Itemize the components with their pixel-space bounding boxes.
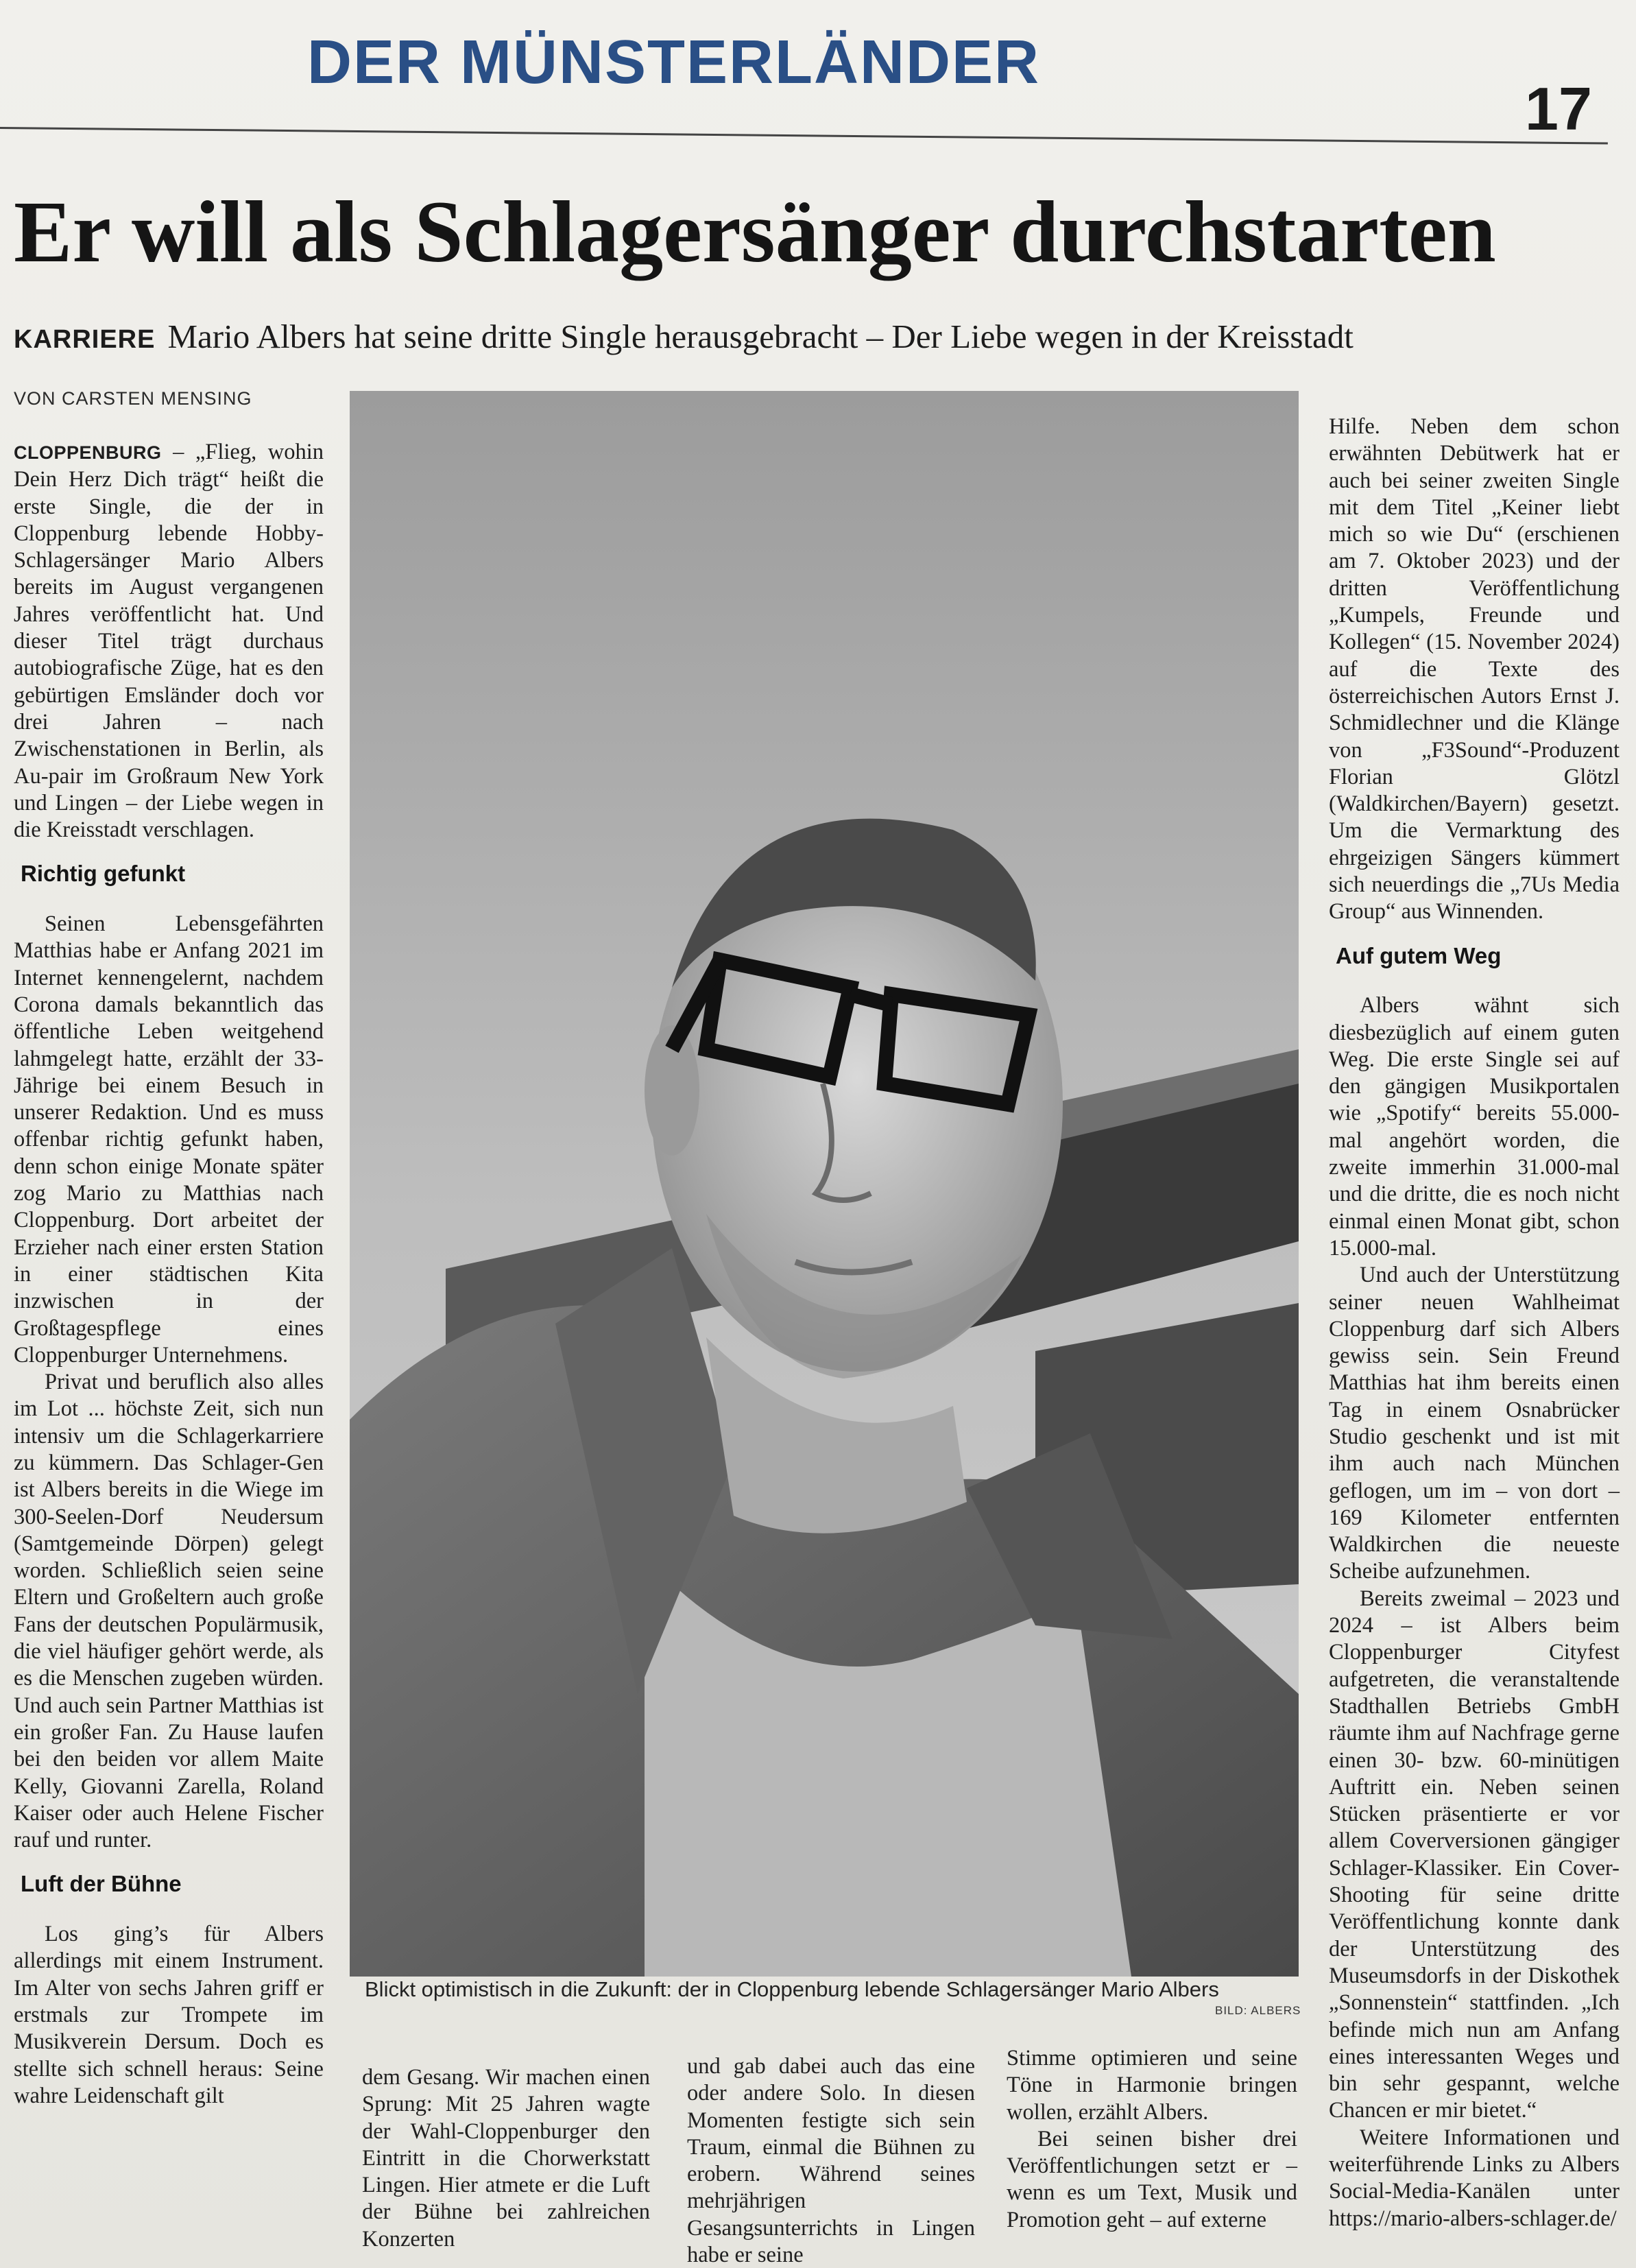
paragraph: Bereits zweimal – 2023 und 2024 – ist Albers beim Cloppenburger Cityfest aufgetreten, die veranstaltende Stadthallen Betriebs GmbH räumte ihm auf Nachfrage gerne einen 30- bzw. 60-minütigen Auftritt ein. Neben seinen Stücken präsentierte er vor allem Coverversionen gängiger Schlager-Klassiker. Ein Cover-Shooting für seine dritte Veröffentlichung konnte dank der Unterstützung des Museumsdorfs in der Diskothek „Sonnenstein“ stattfinden. „Ich befinde mich nun am Anfang eines interessanten Weges und bin sehr gespannt, welche Chancen er mir bietet.“: [1329, 1586, 1620, 2123]
portrait-illustration: [350, 391, 1299, 1977]
paragraph: Weitere Informationen und weiterführende Links zu Albers Social-Media-Kanälen unter https://mario-albers-schlager.de/: [1329, 2125, 1620, 2231]
subheading: Richtig gefunkt: [21, 861, 186, 887]
photo-caption: Blickt optimistisch in die Zukunft: der in Cloppenburg lebende Schlagersänger Mario Albers: [365, 1977, 1219, 2001]
section-masthead: DER MÜNSTERLÄNDER: [307, 28, 1040, 97]
paragraph: [14, 439, 324, 844]
article-column-bottom-4: [1007, 2045, 1297, 2234]
dateline: CLOPPENBURG: [14, 442, 162, 463]
paragraph: dem Gesang. Wir machen einen Sprung: Mit 25 Jahren wagte der Wahl-Cloppenburger den Eintritt in die Chorwerkstatt Lingen. Hier atmete er die Luft der Bühne bei zahlreichen Konzerten: [362, 2065, 650, 2252]
byline: VON CARSTEN MENSING: [14, 388, 252, 409]
paragraph-text: – „Flieg, wohin Dein Herz Dich trägt“ heißt die erste Single, die der in Cloppenburg lebende Hobby-Schlagersänger Mario Albers bereits im August vergangenen Jahres veröffentlicht hat. Und dieser Titel trägt durchaus autobiografische Züge, hat es den gebürtigen Emsländer doch vor drei Jahren – nach Zwischenstationen in Berlin, als Au-pair im Großraum New York und Lingen – der Liebe wegen in die Kreisstadt verschlagen.: [14, 440, 324, 843]
article-subheadline: [14, 317, 1591, 357]
paragraph: Und auch der Unterstützung seiner neuen Wahlheimat Cloppenburg darf sich Albers gewiss sein. Sein Freund Matthias hat ihm bereits einen Tag in einem Osnabrücker Studio geschenkt und ist mit ihm auch nach München geflogen, um im – von dort – 169 Kilometer entfernten Waldkirchen die neueste Scheibe aufzunehmen.: [1329, 1263, 1620, 1584]
paragraph: Seinen Lebensgefährten Matthias habe er Anfang 2021 im Internet kennengelernt, nachdem Corona damals bekanntlich das öffentliche Leben weitgehend lahmgelegt hatte, erzählt der 33-Jährige bei einem Besuch in unserer Redaktion. Und es muss offenbar richtig gefunkt haben, denn schon einige Monate später zog Mario zu Matthias nach Cloppenburg. Dort arbeitet der Erzieher nach einer ersten Station in einer städtischen Kita inzwischen in der Großtagespflege eines Cloppenburger Unternehmens.: [14, 911, 324, 1368]
article-headline: Er will als Schlagersänger durchstarten: [14, 183, 1496, 280]
paragraph: Hilfe. Neben dem schon erwähnten Debütwerk hat er auch bei seiner zweiten Single mit dem Titel „Keiner liebt mich so wie Du“ (erschienen am 7. Oktober 2023) und der dritten Veröffentlichung „Kumpels, Freunde und Kollegen“ (15. November 2024) auf die Texte des österreichischen Autors Ernst J. Schmidlechner und die Klänge von „F3Sound“-Produzent Florian Glötzl (Waldkirchen/Bayern) gesetzt. Um die Vermarktung des ehrgeizigen Sängers kümmert sich neuerdings die „7Us Media Group“ aus Winnenden.: [1329, 414, 1620, 924]
article-column-bottom-2: [362, 2064, 650, 2253]
subheading: Luft der Bühne: [21, 1871, 182, 1897]
paragraph: Bei seinen bisher drei Veröffentlichungen setzt er – wenn es um Text, Musik und Promotion geht – auf externe: [1007, 2126, 1297, 2232]
photo-credit: BILD: ALBERS: [1215, 2004, 1301, 2017]
kicker: KARRIERE: [14, 325, 156, 354]
subheading: Auf gutem Weg: [1336, 942, 1502, 968]
paragraph: Albers wähnt sich diesbezüglich auf einem guten Weg. Die erste Single sei auf den gängigen Musikportalen wie „Spotify“ bereits 55.000-mal angehört worden, die zweite immerhin 31.000-mal und die dritte, die es noch nicht einmal einen Monat gibt, schon 15.000-mal.: [1329, 993, 1620, 1261]
article-photo: [350, 391, 1299, 1977]
article-column-3: [1329, 414, 1620, 2232]
article-column-bottom-3: [687, 2053, 975, 2268]
page-number: 17: [1525, 75, 1592, 143]
paragraph: Privat und beruflich also alles im Lot ... höchste Zeit, sich nun intensiv um die Schlagerkarriere zu kümmern. Das Schlager-Gen ist Albers bereits in die Wiege im 300-Seelen-Dorf Neudersum (Samtgemeinde Dörpen) gelegt worden. Schließlich seien seine Eltern und Großeltern auch große Fans der deutschen Populärmusik, die viel häufiger gehört werde, als es die Menschen zugeben würden. Und auch sein Partner Matthias ist ein großer Fan. Zu Hause laufen bei den beiden vor allem Maite Kelly, Giovanni Zarella, Roland Kaiser oder auch Helene Fischer rauf und runter.: [14, 1370, 324, 1853]
article-column-1: [14, 439, 324, 2110]
paragraph: und gab dabei auch das eine oder andere Solo. In diesen Momenten festigte sich sein Traum, einmal die Bühnen zu erobern. Während seines mehrjährigen Gesangsunterrichts in Lingen habe er seine: [687, 2054, 975, 2268]
masthead-rule: [0, 127, 1608, 145]
subheadline-text: Mario Albers hat seine dritte Single herausgebracht – Der Liebe wegen in der Kreisstadt: [167, 318, 1354, 355]
paragraph: Los ging’s für Albers allerdings mit einem Instrument. Im Alter von sechs Jahren griff er erstmals zur Trompete im Musikverein Dersum. Doch es stellte sich schnell heraus: Seine wahre Leidenschaft gilt: [14, 1922, 324, 2108]
paragraph: Stimme optimieren und seine Töne in Harmonie bringen wollen, erzählt Albers.: [1007, 2046, 1297, 2125]
